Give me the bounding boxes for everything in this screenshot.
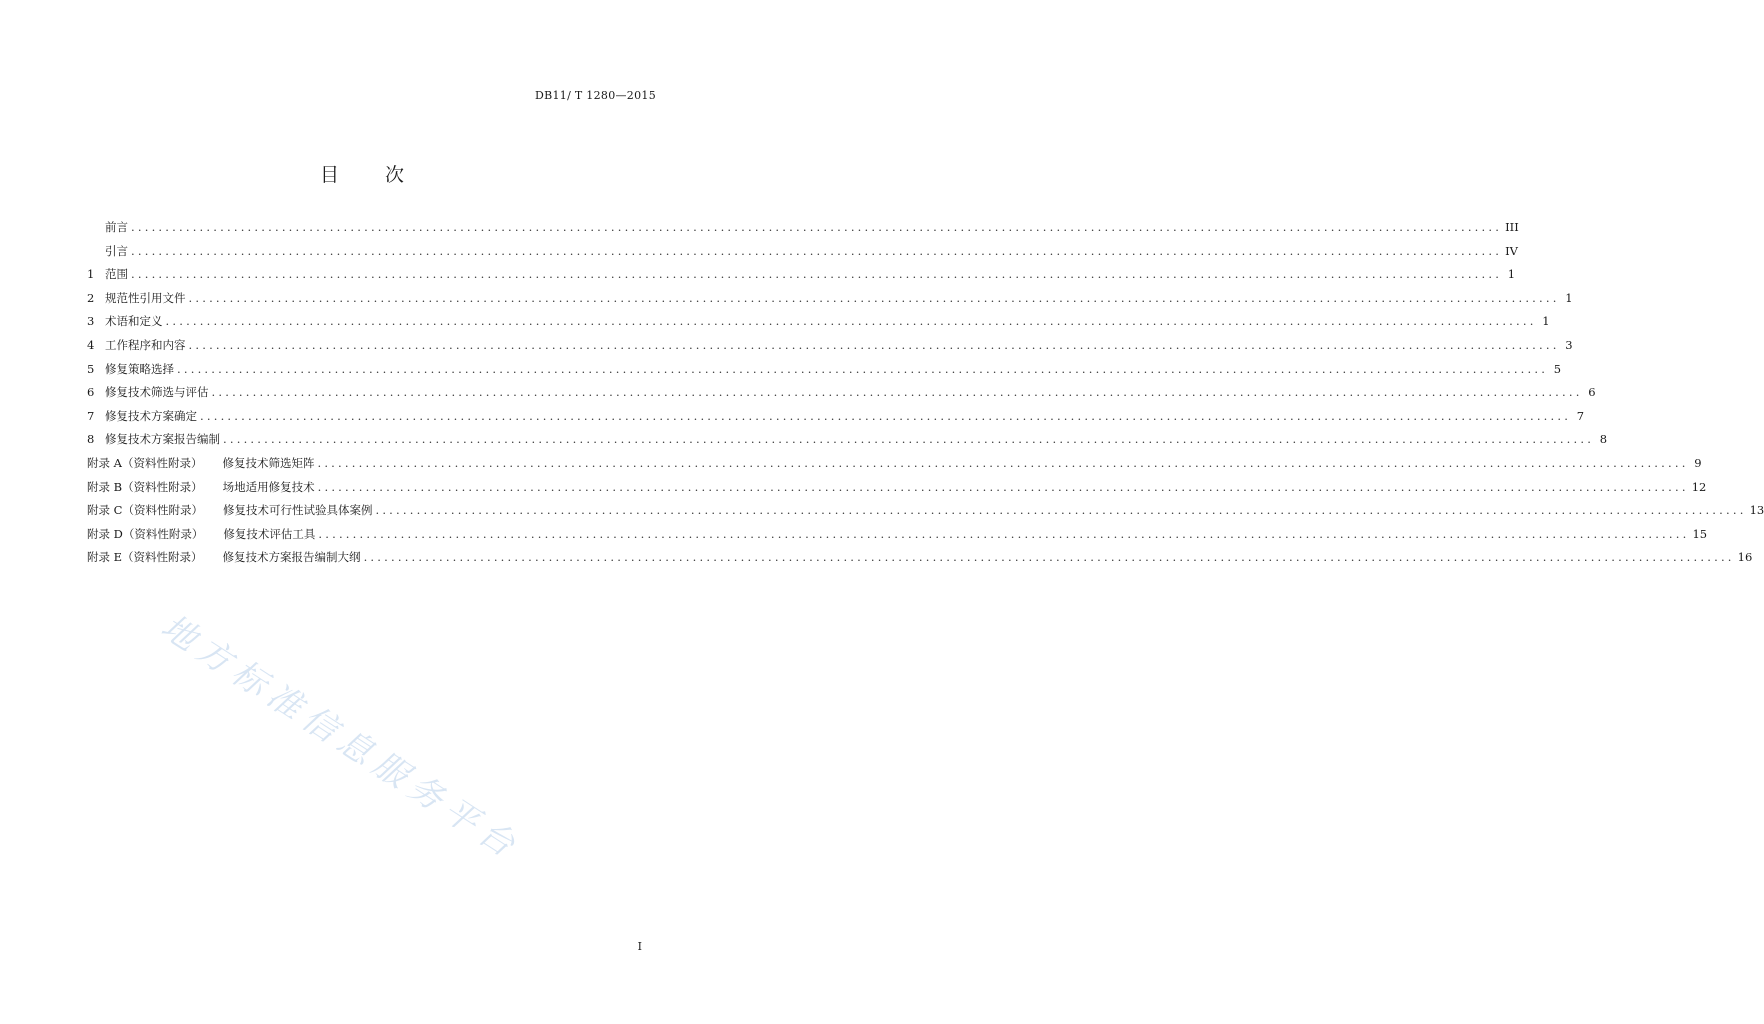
toc-entry[interactable] [87, 266, 1516, 290]
toc-entry-leader: ........................................................................................................................................................................................................ [165, 314, 1537, 329]
toc-title-char-1: 目 [319, 164, 339, 186]
toc-entry-page: III [1505, 220, 1519, 234]
toc-entry-leader: ........................................................................................................................................................................................................ [318, 526, 1690, 541]
toc-entry-label: 修复技术筛选与评估 [105, 385, 209, 400]
toc-entry[interactable] [87, 384, 1596, 408]
toc-entry-page: IV [1505, 243, 1518, 258]
toc-entry-subtitle: 修复技术筛选矩阵 [222, 455, 315, 470]
toc-entry-leader: ........................................................................................................................................................................................................ [375, 503, 1747, 518]
toc-entry[interactable] [87, 337, 1573, 361]
toc-entry-leader: ........................................................................................................................................................................................................ [223, 432, 1595, 447]
toc-entry-leader: ........................................................................................................................................................................................................ [131, 267, 1503, 282]
toc-entry-appendix[interactable] [87, 479, 1707, 503]
toc-entry-label: 术语和定义 [105, 314, 163, 329]
page-number: I [637, 940, 642, 953]
toc-entry-leader: ........................................................................................................................................................................................................ [177, 361, 1549, 376]
toc-entry-subtitle: 场地适用修复技术 [222, 479, 315, 494]
toc-entry-number: 1 [87, 267, 95, 282]
document-code: DB11/ T 1280—2015 [534, 89, 656, 102]
toc-entry-label: 前言 [105, 220, 128, 234]
toc-entry-page: 16 [1737, 550, 1753, 565]
toc-entry-number: 8 [87, 432, 95, 447]
toc-entry[interactable] [87, 361, 1562, 385]
toc-entry-page: 15 [1692, 526, 1708, 541]
toc-entry-leader: ........................................................................................................................................................................................................ [363, 550, 1735, 565]
toc-entry[interactable] [87, 313, 1550, 337]
toc-entry-label: 修复策略选择 [105, 361, 174, 376]
toc-entry-appendix[interactable] [87, 502, 1764, 526]
toc-entry-number: 2 [87, 290, 95, 305]
toc-entry-leader: ........................................................................................................................................................................................................ [131, 243, 1503, 258]
toc-entry-page: 9 [1694, 455, 1702, 470]
toc-entry-number: 7 [87, 408, 95, 423]
toc-entry[interactable] [87, 408, 1585, 432]
toc-entry-leader: ........................................................................................................................................................................................................ [188, 290, 1560, 305]
toc-entry-subtitle: 修复技术方案报告编制大纲 [222, 550, 361, 565]
toc-entry-leader: ........................................................................................................................................................................................................ [200, 408, 1572, 423]
toc-entry-label: 修复技术方案报告编制 [105, 432, 220, 447]
toc-entry-label: 附录 D（资料性附录） [87, 526, 204, 541]
toc-entry-label: 工作程序和内容 [105, 337, 186, 352]
toc-entry-page: 5 [1553, 361, 1562, 376]
toc-entry-appendix[interactable] [87, 549, 1753, 573]
toc-entry-label: 引言 [105, 243, 128, 258]
toc-entry-page: 1 [1565, 290, 1573, 305]
toc-entry-number: 3 [87, 314, 95, 329]
toc-entry-page: 12 [1691, 479, 1707, 494]
toc-entry[interactable] [87, 243, 1518, 267]
toc-entry-number: 6 [87, 385, 95, 400]
toc-entry-page: 1 [1507, 267, 1516, 282]
toc-entry[interactable] [87, 290, 1573, 314]
toc-entry-page: 8 [1599, 432, 1608, 447]
toc-entry-label: 附录 E（资料性附录） [87, 550, 203, 565]
toc-entry[interactable] [87, 219, 1519, 243]
toc-entry-appendix[interactable] [87, 526, 1708, 550]
toc-entry-page: 1 [1542, 314, 1550, 329]
toc-entry-label: 范围 [105, 267, 128, 282]
toc-entry-page: 3 [1565, 337, 1573, 352]
watermark: 地方标准信息服务平台 [153, 606, 528, 870]
toc-entry-label: 规范性引用文件 [105, 290, 186, 305]
toc-entry-number: 5 [87, 361, 95, 376]
toc-entry-subtitle: 修复技术可行性试验具体案例 [222, 503, 373, 518]
toc-entry-leader: ........................................................................................................................................................................................................ [131, 220, 1503, 234]
toc-entry-page: 7 [1576, 408, 1585, 423]
toc-title [0, 160, 724, 187]
toc-entry[interactable] [87, 431, 1608, 455]
toc-entry-page: 13 [1749, 503, 1764, 518]
toc-entry-leader: ........................................................................................................................................................................................................ [211, 385, 1583, 400]
toc-title-char-2: 次 [385, 164, 405, 186]
toc-entry-label: 附录 A（资料性附录） [87, 455, 203, 470]
toc-entry-leader: ........................................................................................................................................................................................................ [317, 455, 1689, 470]
toc-entry-appendix[interactable] [87, 455, 1702, 479]
toc-entry-subtitle: 修复技术评估工具 [223, 526, 316, 541]
toc-entry-label: 附录 C（资料性附录） [87, 503, 203, 518]
toc-entry-label: 附录 B（资料性附录） [87, 479, 203, 494]
table-of-contents [87, 219, 1764, 573]
toc-entry-number: 4 [87, 337, 95, 352]
toc-entry-leader: ........................................................................................................................................................................................................ [188, 337, 1560, 352]
toc-entry-label: 修复技术方案确定 [105, 408, 197, 423]
toc-entry-page: 6 [1588, 385, 1596, 400]
toc-entry-leader: ........................................................................................................................................................................................................ [317, 479, 1689, 494]
